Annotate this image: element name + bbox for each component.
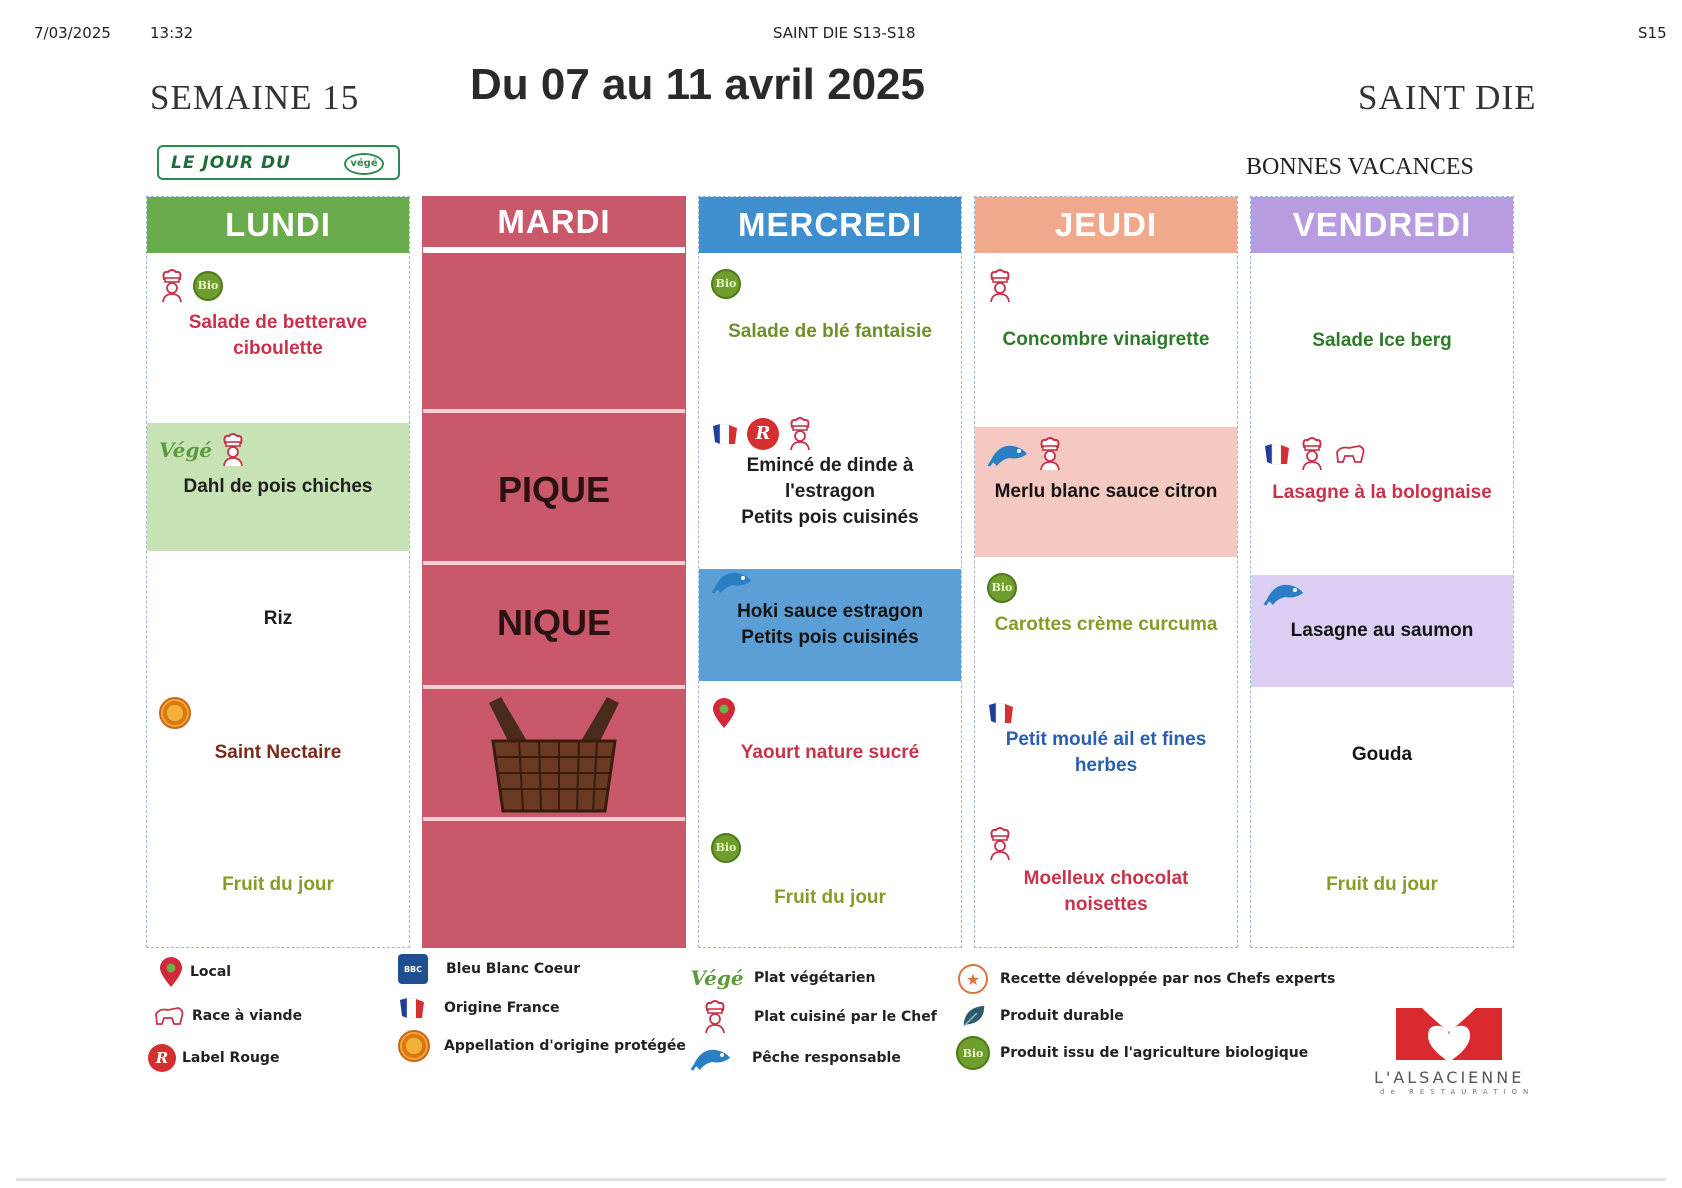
column-vendredi [1250, 196, 1514, 948]
race-a-viande-icon [152, 1004, 186, 1028]
print-date: 7/03/2025 [34, 24, 111, 42]
vendredi-plat-icons [1263, 437, 1367, 471]
mercredi-laitage [699, 687, 961, 819]
vendredi-entree [1251, 259, 1513, 423]
page-bottom-rule [16, 1178, 1666, 1181]
legend-label: Produit issu de l'agriculture biologique [1000, 1045, 1309, 1061]
jeudi-dessert-icons [987, 827, 1013, 861]
dish-text: Lasagne au saumon [1290, 620, 1474, 641]
chef-icon [987, 269, 1013, 303]
local-pin-icon [711, 697, 737, 729]
france-flag-icon [398, 996, 426, 1020]
logo-sub-text: de RESTAURATION [1380, 1088, 1535, 1096]
dish-text: Salade Ice berg [1312, 330, 1452, 351]
column-mardi [422, 196, 686, 948]
legend-bio [956, 1036, 1308, 1070]
local-pin-icon [158, 956, 184, 988]
dish-text: Emincé de dinde à l'estragon Petits pois cuisinés [741, 455, 919, 528]
france-flag-icon [1263, 442, 1291, 466]
dish-text: Hoki sauce estragon Petits pois cuisinés [737, 601, 923, 648]
lundi-dessert [147, 823, 409, 947]
day-header-mardi: MARDI [423, 197, 685, 253]
legend-aop [398, 1030, 686, 1062]
divider [423, 817, 685, 821]
document-title: SAINT DIE S13-S18 [773, 24, 916, 42]
chef-icon [1037, 437, 1063, 471]
legend-label: Bleu Blanc Coeur [446, 961, 581, 977]
chef-icon [787, 417, 813, 451]
france-flag-icon [987, 701, 1015, 725]
picnic-basket-icon [479, 693, 629, 817]
bleu-blanc-coeur-icon: BBC [398, 954, 428, 984]
mardi-line-1 [423, 425, 685, 555]
legend-label: Appellation d'origine protégée [444, 1038, 686, 1054]
jour-du-vege-banner [157, 145, 400, 180]
dish-text: Concombre vinaigrette [1002, 329, 1210, 350]
jeudi-dessert [975, 817, 1237, 947]
logo-brand-text: L'ALSACIENNE [1374, 1068, 1525, 1087]
dish-text: Fruit du jour [222, 874, 334, 895]
jeudi-laitage [975, 691, 1237, 815]
legend-label: Plat cuisiné par le Chef [754, 1009, 937, 1025]
legend-label: Recette développée par nos Chefs experts [1000, 971, 1336, 987]
lundi-laitage [147, 687, 409, 819]
race-a-viande-icon [1333, 442, 1367, 466]
alsacienne-logo [1368, 1002, 1538, 1102]
lundi-accompagnement [147, 555, 409, 683]
fish-icon [1263, 577, 1305, 609]
dish-text: Fruit du jour [1326, 874, 1438, 895]
mercredi-plat-alternatif [699, 569, 961, 681]
legend-label-rouge [148, 1044, 279, 1072]
dish-text: Gouda [1351, 744, 1413, 765]
fish-icon [690, 1042, 732, 1074]
dish-text: Merlu blanc sauce citron [994, 481, 1218, 502]
mercredi-dessert [699, 823, 961, 947]
legend-durable [960, 1002, 1124, 1030]
mardi-line-2 [423, 561, 685, 685]
legend-bbc [398, 954, 580, 984]
column-mercredi [698, 196, 962, 948]
legend-recette [958, 964, 1335, 994]
chef-icon [1299, 437, 1325, 471]
lundi-entree-icons [159, 269, 223, 303]
label-rouge-icon: R [148, 1044, 176, 1072]
jour-du-text: LE JOUR DU [171, 152, 291, 173]
pique-text: PIQUE [497, 469, 611, 510]
dish-text: Carottes crème curcuma [994, 614, 1218, 635]
week-label: SEMAINE 15 [150, 78, 360, 117]
dish-text: Riz [263, 608, 293, 629]
legend-label: Label Rouge [182, 1050, 280, 1066]
mercredi-dessert-icons [711, 833, 741, 863]
dish-text: Fruit du jour [774, 887, 886, 908]
day-header-lundi: LUNDI [147, 197, 409, 253]
column-lundi [146, 196, 410, 948]
jeudi-accomp-icons [987, 573, 1017, 603]
print-time: 13:32 [150, 24, 194, 42]
city-label: SAINT DIE [1358, 78, 1537, 117]
lundi-plat [147, 423, 409, 551]
jeudi-plat [975, 427, 1237, 557]
mercredi-laitage-icons [711, 697, 737, 729]
bio-icon: Bio [193, 271, 223, 301]
dish-text: Yaourt nature sucré [740, 742, 920, 763]
nique-text: NIQUE [496, 602, 611, 643]
legend-label: Pêche responsable [752, 1050, 901, 1066]
day-header-mercredi: MERCREDI [699, 197, 961, 253]
jeudi-plat-icons [987, 437, 1063, 471]
legend-chef [702, 1000, 937, 1034]
lundi-laitage-icons [159, 697, 191, 729]
fish-icon [987, 438, 1029, 470]
mercredi-entree [699, 259, 961, 405]
bio-icon: Bio [956, 1036, 990, 1070]
bio-icon: Bio [711, 833, 741, 863]
chef-icon [220, 433, 246, 467]
star-icon: ★ [958, 964, 988, 994]
divider [423, 685, 685, 689]
day-header-jeudi: JEUDI [975, 197, 1237, 253]
mercredi-plat2-icons [711, 565, 753, 597]
fish-icon [711, 565, 753, 597]
legend-label: Produit durable [1000, 1008, 1124, 1024]
mercredi-entree-icons [711, 269, 741, 299]
vendredi-plat [1251, 427, 1513, 559]
bio-icon: Bio [711, 269, 741, 299]
legend-race [152, 1004, 302, 1028]
dish-text: Salade de betterave ciboulette [188, 312, 368, 359]
lundi-entree [147, 259, 409, 419]
aop-icon [159, 697, 191, 729]
column-jeudi [974, 196, 1238, 948]
dish-text: Lasagne à la bolognaise [1272, 482, 1492, 503]
legend-peche [690, 1042, 901, 1074]
mercredi-plat [699, 407, 961, 547]
aop-icon [398, 1030, 430, 1062]
chef-icon [159, 269, 185, 303]
vendredi-laitage [1251, 691, 1513, 819]
bio-icon: Bio [987, 573, 1017, 603]
jeudi-entree [975, 259, 1237, 421]
legend-label: Origine France [444, 1000, 560, 1016]
leaf-icon [960, 1002, 988, 1030]
vege-badge-icon: végé [344, 153, 384, 175]
legend-label: Local [190, 964, 232, 980]
lundi-plat-icons [159, 433, 246, 467]
alsacienne-heart-icon [1394, 1002, 1504, 1064]
dish-text: Petit moulé ail et fines herbes [1005, 729, 1207, 776]
vendredi-plat2-icons [1263, 577, 1305, 609]
date-range-title: Du 07 au 11 avril 2025 [470, 60, 925, 109]
dish-text: Salade de blé fantaisie [728, 321, 932, 342]
jeudi-laitage-icons [987, 701, 1015, 725]
divider [423, 409, 685, 413]
vendredi-plat-alternatif [1251, 575, 1513, 687]
legend-origine [398, 996, 560, 1020]
legend-local [158, 956, 231, 988]
dish-text: Saint Nectaire [214, 742, 342, 763]
jeudi-accompagnement [975, 563, 1237, 687]
legend-label: Race à viande [192, 1008, 303, 1024]
chef-icon [702, 1000, 728, 1034]
vege-icon: Végé [159, 438, 213, 462]
holiday-note: BONNES VACANCES [1246, 154, 1474, 180]
jeudi-entree-icons [987, 269, 1013, 303]
legend-label: Plat végétarien [754, 970, 876, 986]
vege-icon: Végé [690, 966, 744, 990]
legend-vege [692, 966, 876, 990]
page-code: S15 [1638, 24, 1667, 42]
vendredi-dessert [1251, 823, 1513, 947]
dish-text: Moelleux chocolat noisettes [1023, 868, 1189, 915]
france-flag-icon [711, 422, 739, 446]
day-header-vendredi: VENDREDI [1251, 197, 1513, 253]
dish-text: Dahl de pois chiches [183, 476, 373, 497]
chef-icon [987, 827, 1013, 861]
mercredi-plat-icons [711, 417, 813, 451]
label-rouge-icon: R [747, 418, 779, 450]
